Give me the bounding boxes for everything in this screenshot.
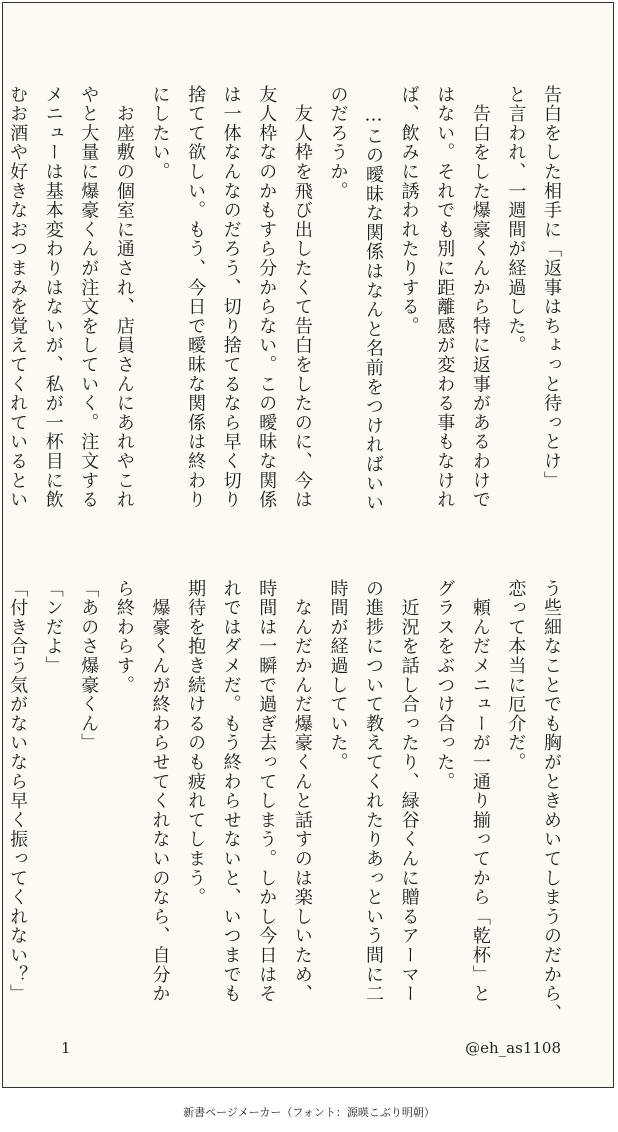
text-line: にしたい。	[149, 85, 171, 182]
text-line: …この曖昧な関係はなんと名前をつければいい	[363, 85, 385, 513]
text-line: 「付き合う気がないなら早く振ってくれない？」	[7, 579, 29, 1004]
text-line: 恋って本当に厄介だ。	[505, 579, 527, 772]
text-line: 頼んだメニューが一通り揃ってから「乾杯」と	[469, 579, 491, 1004]
text-line: 期待を抱き続けるのも疲れてしまう。	[185, 579, 207, 908]
text-line: はない。それでも別に距離感が変わる事もなけれ	[434, 85, 456, 510]
text-line: のだろうか。	[327, 85, 349, 201]
text-line: 時間は一瞬で過ぎ去ってしまう。しかし今日はそ	[256, 579, 278, 1004]
text-line: 友人枠なのかもすら分からない。この曖昧な関係	[256, 85, 278, 510]
text-line: 「ンだよ」	[42, 579, 64, 676]
text-line: れではダメだ。もう終わらせないと、いつまでも	[220, 579, 242, 1004]
text-line: 捨てて欲しい。もう、今日で曖昧な関係は終わり	[185, 85, 207, 510]
book-page	[2, 2, 614, 1088]
text-line: の進捗について教えてくれたりあっという間に二	[363, 579, 385, 1004]
text-line: 友人枠を飛び出したくて告白をしたのに、今は	[291, 85, 313, 510]
text-line: ら終わらす。	[113, 579, 135, 695]
text-line: 「あのさ爆豪くん」	[78, 579, 100, 753]
text-line: 告白をした相手に「返事はちょっと待っとけ」	[541, 85, 562, 491]
text-line: なんだかんだ爆豪くんと話すのは楽しいため、	[291, 579, 313, 1004]
text-line: う些細なことでも胸がときめいてしまうのだから、	[541, 579, 562, 1023]
text-line: むお酒や好きなおつまみを覚えてくれているとい	[7, 85, 29, 510]
text-line: ば、飲みに誘われたりする。	[398, 85, 420, 336]
text-line: お座敷の個室に通され、店員さんにあれやこれ	[113, 85, 135, 510]
author-handle: @eh_as1108	[465, 1039, 561, 1057]
upper-text-block	[0, 85, 569, 525]
text-line: 告白をした爆豪くんから特に返事があるわけで	[469, 85, 491, 510]
text-line: 爆豪くんが終わらせてくれないのなら、自分か	[149, 579, 171, 1004]
text-line: 近況を話し合ったり、緑谷くんに贈るアーマー	[398, 579, 420, 1004]
text-line: グラスをぶつけ合った。	[434, 579, 456, 792]
text-line: メニューは基本変わりはないが、私が一杯目に飲	[42, 85, 64, 510]
text-line: やと大量に爆豪くんが注文をしていく。注文する	[78, 85, 100, 510]
generator-caption: 新書ページメーカー（フォント：源暎こぶり明朝）	[183, 1106, 435, 1119]
text-line: 時間が経過していた。	[327, 579, 349, 772]
lower-text-block	[0, 579, 569, 1023]
text-line: は一体なんなのだろう、切り捨てるなら早く切り	[220, 85, 242, 510]
page-number: 1	[61, 1039, 71, 1057]
text-line: と言われ、一週間が経過した。	[505, 85, 527, 356]
